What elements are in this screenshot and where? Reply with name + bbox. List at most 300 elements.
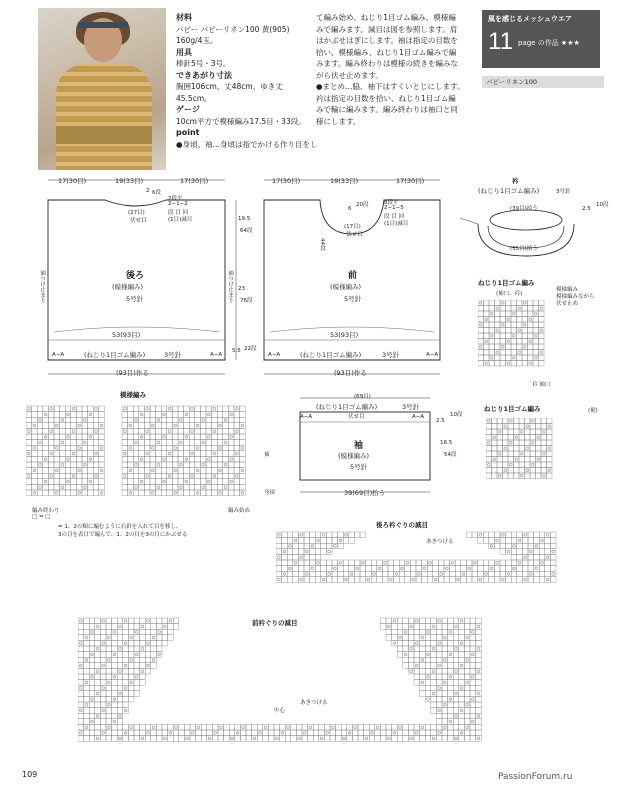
chart-cell xyxy=(349,532,355,538)
chart-cell xyxy=(93,428,99,434)
chart-symbol xyxy=(123,407,126,410)
chart-cell xyxy=(217,490,223,496)
chart-cell xyxy=(161,423,167,429)
chart-cell xyxy=(431,668,437,674)
chart-cell xyxy=(167,451,173,457)
chart-cell xyxy=(298,571,304,577)
chart-symbol xyxy=(27,452,30,455)
chart-symbol xyxy=(277,556,280,559)
chart-cell xyxy=(89,652,95,658)
chart-cell xyxy=(223,406,229,412)
chart-cell xyxy=(78,668,84,674)
chart-cell xyxy=(506,560,512,566)
chart-symbol xyxy=(85,726,88,729)
chart-cell xyxy=(486,446,492,452)
chart-cell xyxy=(76,456,82,462)
back-width: 53(93目) xyxy=(112,331,141,339)
chart-cell xyxy=(234,434,240,440)
chart-cell xyxy=(212,736,218,742)
chart-cell xyxy=(88,434,94,440)
chart-cell xyxy=(128,730,134,736)
chart-symbol xyxy=(85,703,88,706)
chart-cell xyxy=(99,462,105,468)
chart-cell xyxy=(448,674,454,680)
chart-cell xyxy=(478,333,484,339)
chart-cell xyxy=(360,571,366,577)
chart-cell xyxy=(522,300,528,306)
chart-symbol xyxy=(421,681,424,684)
chart-cell xyxy=(431,663,437,669)
chart-cell xyxy=(189,490,195,496)
chart-cell xyxy=(476,702,482,708)
chart-symbol xyxy=(33,424,36,427)
chart-cell xyxy=(195,417,201,423)
chart-symbol xyxy=(513,567,516,570)
chart-cell xyxy=(54,479,60,485)
chart-cell xyxy=(464,629,470,635)
chart-cell xyxy=(420,691,426,697)
chart-cell xyxy=(212,724,218,730)
chart-symbol xyxy=(526,425,529,428)
chart-symbol xyxy=(451,561,454,564)
chart-cell xyxy=(32,412,38,418)
chart-symbol xyxy=(140,458,143,461)
chart-cell xyxy=(431,724,437,730)
chart-cell xyxy=(134,663,140,669)
chart-cell xyxy=(140,640,146,646)
chart-cell xyxy=(228,479,234,485)
chart-symbol xyxy=(96,647,99,650)
chart-cell xyxy=(178,423,184,429)
chart-cell xyxy=(133,417,139,423)
chart-cell xyxy=(364,736,370,742)
chart-cell xyxy=(420,640,426,646)
chart-symbol xyxy=(44,458,47,461)
chart-symbol xyxy=(523,301,526,304)
chart-cell xyxy=(455,566,461,572)
chart-cell xyxy=(349,571,355,577)
chart-cell xyxy=(151,724,157,730)
chart-cell xyxy=(189,445,195,451)
chart-symbol xyxy=(191,731,194,734)
chart-symbol xyxy=(294,561,297,564)
chart-cell xyxy=(464,680,470,686)
chart-cell xyxy=(545,566,551,572)
chart-cell xyxy=(48,412,54,418)
back-neck-title: 後ろ衿ぐりの減目 xyxy=(376,521,428,529)
chart-cell xyxy=(442,629,448,635)
front-h1: 6 xyxy=(348,206,352,212)
chart-cell xyxy=(223,456,229,462)
chart-cell xyxy=(313,736,319,742)
chart-cell xyxy=(89,708,95,714)
chart-cell xyxy=(533,328,539,334)
chart-symbol xyxy=(230,435,233,438)
chart-cell xyxy=(156,462,162,468)
chart-cell xyxy=(200,423,206,429)
chart-cell xyxy=(394,560,400,566)
chart-cell xyxy=(478,571,484,577)
chart-cell xyxy=(65,445,71,451)
chart-cell xyxy=(276,538,282,544)
chart-cell xyxy=(106,708,112,714)
chart-cell xyxy=(133,484,139,490)
chart-cell xyxy=(522,560,528,566)
chart-cell xyxy=(287,532,293,538)
chart-cell xyxy=(140,624,146,630)
chart-cell xyxy=(420,674,426,680)
chart-cell xyxy=(212,445,218,451)
chart-cell xyxy=(519,429,525,435)
chart-cell xyxy=(139,468,145,474)
chart-cell xyxy=(470,719,476,725)
chart-cell xyxy=(89,691,95,697)
chart-cell xyxy=(280,724,286,730)
chart-cell xyxy=(541,468,547,474)
chart-cell xyxy=(100,691,106,697)
chart-symbol xyxy=(509,463,512,466)
chart-cell xyxy=(420,736,426,742)
chart-cell xyxy=(431,652,437,658)
chart-cell xyxy=(442,696,448,702)
chart-cell xyxy=(123,685,129,691)
chart-cell xyxy=(298,577,304,583)
chart-cell xyxy=(431,730,437,736)
chart-cell xyxy=(536,435,542,441)
chart-symbol xyxy=(235,430,238,433)
pattern-note2: 3の目を表目で編んで、1、2の目を3の目にかぶせる xyxy=(58,532,188,538)
chart-cell xyxy=(274,724,280,730)
chart-symbol xyxy=(135,631,138,634)
chart-symbol xyxy=(224,441,227,444)
chart-cell xyxy=(172,479,178,485)
chart-cell xyxy=(397,730,403,736)
chart-cell xyxy=(459,668,465,674)
chart-symbol xyxy=(151,447,154,450)
chart-symbol xyxy=(213,430,216,433)
chart-symbol xyxy=(348,731,351,734)
chart-symbol xyxy=(79,642,82,645)
chart-cell xyxy=(503,462,509,468)
chart-symbol xyxy=(39,463,42,466)
chart-cell xyxy=(414,736,420,742)
chart-cell xyxy=(360,532,366,538)
chart-cell xyxy=(461,571,467,577)
chart-symbol xyxy=(235,475,238,478)
chart-symbol xyxy=(79,687,82,690)
inst-line: がら伏せ止めます。 xyxy=(316,70,383,80)
chart-cell xyxy=(65,417,71,423)
chart-cell xyxy=(172,451,178,457)
chart-cell xyxy=(444,566,450,572)
chart-symbol xyxy=(39,441,42,444)
chart-symbol xyxy=(443,726,446,729)
chart-cell xyxy=(494,566,500,572)
chart-cell xyxy=(386,629,392,635)
chart-cell xyxy=(95,635,101,641)
chart-cell xyxy=(519,418,525,424)
chart-cell xyxy=(530,451,536,457)
chart-cell xyxy=(414,629,420,635)
chart-symbol xyxy=(168,452,171,455)
chart-cell xyxy=(229,736,235,742)
chart-symbol xyxy=(466,726,469,729)
chart-cell xyxy=(304,532,310,538)
front-neck-center: 中心 xyxy=(274,708,286,714)
chart-cell xyxy=(539,317,545,323)
chart-cell xyxy=(112,724,118,730)
chart-cell xyxy=(139,445,145,451)
chart-cell xyxy=(167,445,173,451)
chart-cell xyxy=(32,462,38,468)
chart-cell xyxy=(547,451,553,457)
chart-cell xyxy=(89,618,95,624)
chart-symbol xyxy=(44,435,47,438)
chart-cell xyxy=(494,571,500,577)
chart-cell xyxy=(431,657,437,663)
chart-cell xyxy=(459,629,465,635)
chart-cell xyxy=(517,538,523,544)
back-ribbing: (ねじり1目ゴム編み) xyxy=(84,351,146,359)
chart-cell xyxy=(528,361,534,367)
chart-cell xyxy=(65,456,71,462)
chart-cell xyxy=(486,429,492,435)
chart-cell xyxy=(422,571,428,577)
chart-cell xyxy=(89,624,95,630)
chart-cell xyxy=(304,560,310,566)
chart-cell xyxy=(161,406,167,412)
chart-cell xyxy=(408,618,414,624)
chart-symbol xyxy=(89,480,92,483)
chart-cell xyxy=(100,646,106,652)
chart-cell xyxy=(304,538,310,544)
chart-cell xyxy=(144,462,150,468)
chart-cell xyxy=(332,560,338,566)
chart-cell xyxy=(397,629,403,635)
chart-symbol xyxy=(518,307,521,310)
chart-cell xyxy=(151,730,157,736)
chart-cell xyxy=(545,571,551,577)
chart-symbol xyxy=(236,731,239,734)
chart-cell xyxy=(252,724,258,730)
chart-cell xyxy=(178,468,184,474)
chart-cell xyxy=(321,577,327,583)
chart-cell xyxy=(99,479,105,485)
chart-cell xyxy=(280,730,286,736)
chart-cell xyxy=(150,445,156,451)
chart-cell xyxy=(476,691,482,697)
chart-symbol xyxy=(518,539,521,542)
chart-cell xyxy=(497,468,503,474)
chart-symbol xyxy=(124,709,127,712)
chart-cell xyxy=(293,538,299,544)
chart-cell xyxy=(134,691,140,697)
chart-cell xyxy=(308,730,314,736)
chart-cell xyxy=(184,490,190,496)
chart-cell xyxy=(128,412,134,418)
chart-cell xyxy=(414,663,420,669)
chart-symbol xyxy=(434,578,437,581)
page-ref-suffix: page の作品 ★★★ xyxy=(518,39,580,47)
chart-cell xyxy=(26,451,32,457)
chart-cell xyxy=(65,473,71,479)
chart-cell xyxy=(71,473,77,479)
chart-cell xyxy=(145,618,151,624)
chart-symbol xyxy=(241,424,244,427)
chart-cell xyxy=(371,571,377,577)
chart-symbol xyxy=(512,356,515,359)
chart-cell xyxy=(287,543,293,549)
chart-cell xyxy=(133,423,139,429)
chart-symbol xyxy=(485,318,488,321)
chart-cell xyxy=(541,435,547,441)
chart-cell xyxy=(347,724,353,730)
chart-cell xyxy=(228,423,234,429)
chart-cell xyxy=(252,730,258,736)
chart-cell xyxy=(48,440,54,446)
chart-symbol xyxy=(548,425,551,428)
chart-cell xyxy=(145,730,151,736)
chart-symbol xyxy=(100,424,103,427)
chart-cell xyxy=(84,719,90,725)
chart-symbol xyxy=(79,709,82,712)
chart-cell xyxy=(100,702,106,708)
chart-symbol xyxy=(169,731,172,734)
chart-cell xyxy=(453,618,459,624)
chart-cell xyxy=(162,640,168,646)
chart-cell xyxy=(478,577,484,583)
chart-cell xyxy=(508,429,514,435)
chart-symbol xyxy=(507,573,510,576)
chart-cell xyxy=(486,440,492,446)
chart-cell xyxy=(470,668,476,674)
chart-symbol xyxy=(151,424,154,427)
chart-cell xyxy=(448,657,454,663)
chart-cell xyxy=(536,424,542,430)
chart-symbol xyxy=(78,447,81,450)
chart-cell xyxy=(117,685,123,691)
chart-symbol xyxy=(471,653,474,656)
chart-cell xyxy=(444,571,450,577)
chart-symbol xyxy=(253,737,256,740)
chart-cell xyxy=(240,445,246,451)
chart-cell xyxy=(212,484,218,490)
chart-cell xyxy=(282,532,288,538)
chart-cell xyxy=(82,462,88,468)
chart-cell xyxy=(358,736,364,742)
chart-cell xyxy=(547,435,553,441)
chart-symbol xyxy=(146,430,149,433)
chart-cell xyxy=(106,635,112,641)
chart-cell xyxy=(224,724,230,730)
chart-symbol xyxy=(373,573,376,576)
chart-symbol xyxy=(540,351,543,354)
chart-cell xyxy=(212,412,218,418)
chart-cell xyxy=(425,657,431,663)
chart-cell xyxy=(26,490,32,496)
chart-symbol xyxy=(129,447,132,450)
chart-cell xyxy=(144,417,150,423)
chart-cell xyxy=(436,719,442,725)
chart-cell xyxy=(200,417,206,423)
chart-cell xyxy=(179,724,185,730)
chart-cell xyxy=(497,451,503,457)
chart-cell xyxy=(172,462,178,468)
chart-cell xyxy=(95,696,101,702)
chart-cell xyxy=(274,730,280,736)
chart-cell xyxy=(60,490,66,496)
chart-cell xyxy=(466,577,472,583)
chart-symbol xyxy=(468,567,471,570)
chart-cell xyxy=(497,418,503,424)
chart-symbol xyxy=(524,578,527,581)
chart-symbol xyxy=(300,556,303,559)
chart-cell xyxy=(302,724,308,730)
chart-cell xyxy=(140,618,146,624)
chart-cell xyxy=(486,424,492,430)
chart-cell xyxy=(478,560,484,566)
chart-cell xyxy=(189,428,195,434)
chart-symbol xyxy=(393,619,396,622)
chart-cell xyxy=(128,462,134,468)
chart-cell xyxy=(93,434,99,440)
chart-cell xyxy=(184,423,190,429)
chart-cell xyxy=(506,538,512,544)
chart-cell xyxy=(448,640,454,646)
pattern-lbl-sleeve: 袖 xyxy=(264,452,270,458)
chart-cell xyxy=(364,730,370,736)
chart-symbol xyxy=(512,312,515,315)
chart-symbol xyxy=(298,737,301,740)
chart-cell xyxy=(483,571,489,577)
chart-cell xyxy=(88,412,94,418)
chart-cell xyxy=(519,424,525,430)
inst-line: みます。編み終わりは模様の続きを編みな xyxy=(316,59,458,68)
chart-symbol xyxy=(191,452,194,455)
chart-cell xyxy=(212,473,218,479)
chart-cell xyxy=(179,730,185,736)
chart-cell xyxy=(234,456,240,462)
back-dec3: 段 目 回 xyxy=(168,210,188,216)
chart-cell xyxy=(533,322,539,328)
chart-cell xyxy=(392,724,398,730)
chart-cell xyxy=(280,736,286,742)
chart-cell xyxy=(431,635,437,641)
chart-cell xyxy=(352,730,358,736)
chart-cell xyxy=(151,618,157,624)
chart-symbol xyxy=(185,435,188,438)
chart-cell xyxy=(298,538,304,544)
chart-symbol xyxy=(89,458,92,461)
chart-cell xyxy=(82,440,88,446)
chart-cell xyxy=(517,344,523,350)
chart-cell xyxy=(371,560,377,566)
chart-cell xyxy=(453,652,459,658)
chart-cell xyxy=(212,468,218,474)
chart-symbol xyxy=(520,430,523,433)
chart-cell xyxy=(459,635,465,641)
chart-cell xyxy=(427,577,433,583)
chart-cell xyxy=(483,560,489,566)
chart-cell xyxy=(150,451,156,457)
chart-cell xyxy=(414,674,420,680)
chart-cell xyxy=(282,538,288,544)
chart-cell xyxy=(500,311,506,317)
chart-cell xyxy=(106,663,112,669)
chart-cell xyxy=(184,730,190,736)
back-cast: (93目)作る xyxy=(116,369,149,377)
chart-cell xyxy=(519,440,525,446)
